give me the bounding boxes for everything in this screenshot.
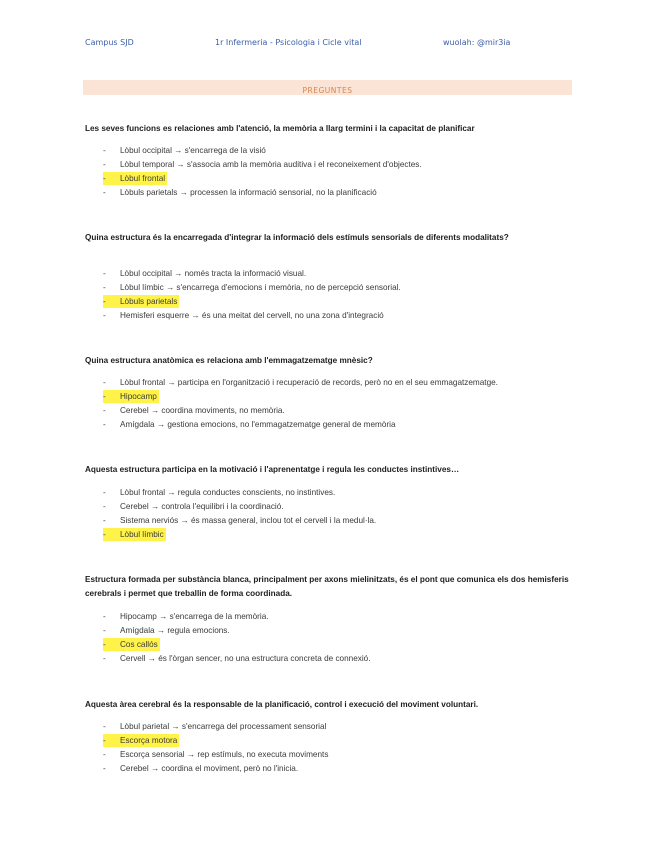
question-6-option-1: - Lòbul parietal → s'encarrega del processament sensorial — [103, 722, 327, 731]
question-2-option-4: - Hemisferi esquerre → és una meitat del cervell, no una zona d'integració — [103, 311, 384, 320]
question-3: Quina estructura anatòmica es relaciona amb l'emmagatzematge mnèsic? — [85, 356, 373, 365]
question-2-option-correct: - Lòbuls parietals — [103, 297, 178, 306]
question-5-option-1: - Hipocamp → s'encarrega de la memòria. — [103, 612, 269, 621]
question-2: Quina estructura és la encarregada d'integrar la informació dels estímuls sensorials de diferents modalitats? — [85, 233, 509, 242]
section-title: PREGUNTES — [302, 86, 353, 95]
question-1-option-4: - Lòbuls parietals → processen la informació sensorial, no la planificació — [103, 188, 377, 197]
question-4: Aquesta estructura participa en la motivació i l'aprenentatge i regula les conductes instintives… — [85, 465, 460, 474]
question-6: Aquesta àrea cerebral és la responsable de la planificació, control i execució del moviment voluntari. — [85, 700, 479, 709]
question-4-option-2: - Cerebel → controla l'equilibri i la coordinació. — [103, 502, 284, 511]
header-course: 1r Infermeria - Psicologia i Cicle vital — [215, 38, 362, 47]
question-4-option-correct: - Lòbul límbic — [103, 530, 164, 539]
question-6-option-4: - Cerebel → coordina el moviment, però no l'inicia. — [103, 764, 299, 773]
question-5-option-2: - Amígdala → regula emocions. — [103, 626, 230, 635]
question-6-option-correct: - Escorça motora — [103, 736, 178, 745]
question-5: Estructura formada per substància blanca, principalment per axons mielinitzats, és el pont que comunica els dos hemisferis cerebrals i permet que treballin de forma coordinada. — [85, 575, 569, 598]
question-3-option-3: - Cerebel → coordina moviments, no memòria. — [103, 406, 285, 415]
question-1: Les seves funcions es relaciones amb l'atenció, la memòria a llarg termini i la capacitat de planificar — [85, 124, 475, 133]
question-5-option-correct: - Cos callós — [103, 640, 158, 649]
question-4-option-3: - Sistema nerviós → és massa general, inclou tot el cervell i la medul·la. — [103, 516, 377, 525]
question-1-option-1: - Lòbul occipital → s'encarrega de la visió — [103, 146, 266, 155]
question-3-option-correct: - Hipocamp — [103, 392, 157, 401]
question-2-option-2: - Lòbul límbic → s'encarrega d'emocions i memòria, no de percepció sensorial. — [103, 283, 401, 292]
question-2-option-1: - Lòbul occipital → només tracta la informació visual. — [103, 269, 307, 278]
header-author: wuolah: @mir3ia — [443, 38, 511, 47]
section-banner — [83, 80, 572, 95]
header-campus: Campus SJD — [85, 38, 134, 47]
question-4-option-1: - Lòbul frontal → regula conductes conscients, no instintives. — [103, 488, 336, 497]
question-3-option-4: - Amígdala → gestiona emocions, no l'emmagatzematge general de memòria — [103, 420, 396, 429]
page-header — [0, 38, 655, 52]
question-6-option-3: - Escorça sensorial → rep estímuls, no executa moviments — [103, 750, 329, 759]
question-1-option-correct: - Lòbul frontal — [103, 174, 166, 183]
question-3-option-1: - Lòbul frontal → participa en l'organització i recuperació de records, però no en el seu emmagatzematge. — [103, 378, 498, 387]
question-5-option-4: - Cervell → és l'òrgan sencer, no una estructura concreta de connexió. — [103, 654, 371, 663]
question-1-option-2: - Lòbul temporal → s'associa amb la memòria auditiva i el reconeixement d'objectes. — [103, 160, 422, 169]
